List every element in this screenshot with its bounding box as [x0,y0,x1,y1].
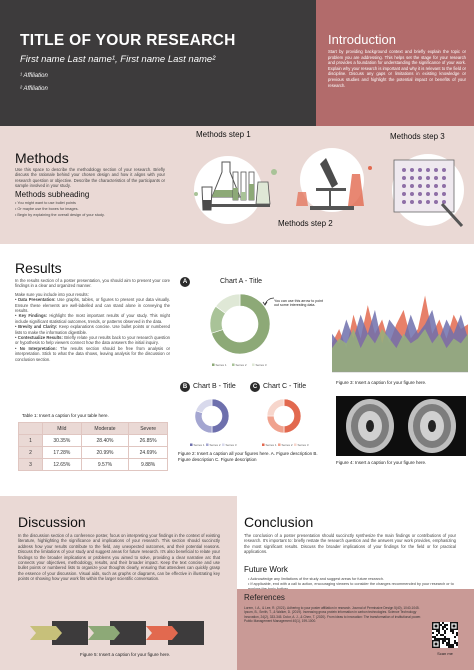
table-row [19,459,168,471]
legend-swatch [222,444,225,447]
legend-label: Series 2 [209,443,221,447]
figure-3-caption: Figure 3: Insert a caption for your figure here. [336,380,427,385]
results-bullet: • No Interpretation: The results section should be free from analysis or interpretation. Stick to what the data shows, leaving analysis for the discussion or conclusion section. [15,345,170,362]
methods-body: Use this space to describe the methodology section of your research. Briefly discuss the rationale behind your chosen design and how it aligns with your research question or objective. Describe the characteristics of the participants or sample involved in your study. [15,167,165,189]
arrow-icon [262,296,276,306]
legend-swatch [190,444,193,447]
qr-code-icon[interactable] [432,622,458,648]
legend-swatch [206,444,209,447]
microscope-illustration [290,144,380,220]
figure-5-caption: Figure 5: Insert a caption for your figure here. [80,652,171,657]
sample-plate-illustration [384,146,470,236]
chart-a-badge: A [180,277,190,287]
legend-swatch [212,364,215,367]
table-cell: 17.28% [43,447,82,459]
future-work-title: Future Work [244,565,288,574]
table-row [19,447,168,459]
table-cell: 24.69% [129,447,168,459]
methods-subheading: Methods subheading [15,190,90,199]
table-header-row [19,423,168,435]
results-bullet: • Key Findings: Highlight the most important results of your study. This might include significant statistical outcomes, trends, or patterns observed in the data. [15,313,171,324]
chart-c-donut [262,394,312,450]
methods-bullet: • You might want to use bullet points [15,201,76,205]
legend-label: Series 1 [215,363,227,367]
legend-label: Series 3 [255,363,267,367]
pie-slice [267,399,284,416]
table-cell: 12.65% [43,459,82,471]
introduction-title: Introduction [328,32,396,47]
chart-b-donut [190,394,240,450]
figure-4-caption: Figure 4: Insert a caption for your figure here. [336,460,427,465]
table-header: Mild [43,423,82,435]
methods-step-1: Methods step 1 [196,130,251,139]
chart-annotation: You can use this arrow to point out some interesting data. [274,299,324,308]
affiliation-2: ² Affiliation [20,86,48,92]
legend-label: Series 1 [265,443,277,447]
table-cell: 28.40% [81,435,129,447]
legend-swatch [262,444,265,447]
pie-slice [195,411,212,433]
chart-b-badge: B [180,382,190,392]
table-header: Severe [129,423,168,435]
table-cell: 30.35% [43,435,82,447]
legend-swatch [278,444,281,447]
poster-title: TITLE OF YOUR RESEARCH [20,32,236,49]
chart-a-title: Chart A - Title [220,278,263,285]
legend-label: Series 3 [225,443,237,447]
pie-slice [196,399,212,413]
table-header [19,423,43,435]
future-work-bullet: • Acknowledge any limitations of the study and suggest areas for future research. [248,577,384,581]
table-cell: 1 [19,435,43,447]
references-title: References [244,593,285,602]
legend-swatch [232,364,235,367]
legend-label: Series 1 [193,443,205,447]
table-cell: 2 [19,447,43,459]
legend-swatch [252,364,255,367]
scan-me-label: Scan me [437,651,453,656]
methods-bullet: • Begin by explaining the overall design of your study. [15,213,105,217]
results-bullet: • Data Presentation: Use graphs, tables, or figures to present your data visually. Ensure these elements are well-labelled and can stand alone in conveying the results. [15,297,170,314]
results-table [18,422,168,471]
results-bullet: • Brevity and Clarity: Keep explanations concise. Use bullet points or numbered lists to make the information digestible. [15,324,170,335]
affiliation-1: ¹ Affiliation [20,73,48,79]
references-body: Lorem, I. A., & Lee, R. (2021). Adhering to your poster affiliation in research. Journal of Permissive Design 5(40), 1040-1045. Ipsum, B., Smith, T., & Walker, D. (2019). Increasing gross protein information in carbon technologies. Science Technology Innovation, 24(2), 333-345. Dolor, A. J., & Chen, T. (2020). From ideas to innovation: The transformation of institutional power. Public Management Management 40(1), 199-1000. [244,606,422,624]
figure-2-caption: Figure 2: Insert a caption all your figures here. A. Figure description B. Figure description C. Figure description [178,451,318,462]
table-cell: 3 [19,459,43,471]
methods-step-2: Methods step 2 [278,219,333,228]
legend-label: Series 3 [297,443,309,447]
introduction-body: Start by providing background context and briefly explain the topic or problem you are addressing. This helps set the stage for your research and provides a foundation for understanding the significance of your work. Explain why your research is important and why it is relevant to the field or discipline. Discuss any gaps or limitations in existing knowledge or previous studies and highlight the potential impact or benefits of your research. [328,49,466,88]
results-make-sure: Make sure you include into your results: [15,291,89,297]
table-caption: Table 1: Insert a caption for your table here. [22,413,109,418]
conclusion-title: Conclusion [244,514,314,530]
future-work-bullet: • If applicable, end with a call to action, encouraging viewers to consider the changes recommended by your research or to [248,582,454,586]
conclusion-body: The conclusion of a poster presentation should succinctly synthesize the main findings or contributions of your research. It's important to: briefly restate the research question and the answers your work provides, emphasizing the most significant results. Discuss the broader implications of your findings for the field or for practical applications. [244,533,456,555]
table-header: Moderate [81,423,129,435]
author-names: First name Last name¹, First name Last name² [20,54,216,65]
methods-title: Methods [15,150,69,166]
methods-bullet: • Or maybe use the boxes for images. [15,207,79,211]
pie-slice [212,399,229,433]
brain-scan-image [336,396,466,456]
chart-c-badge: C [250,382,260,392]
table-cell: 20.99% [81,447,129,459]
discussion-title: Discussion [18,514,86,530]
methods-step-3: Methods step 3 [390,132,445,141]
table-row [19,435,168,447]
table-cell: 9.88% [129,459,168,471]
process-arrow-figure [30,618,212,648]
pie-slice [267,416,284,433]
chart-c-title: Chart C - Title [263,383,307,390]
lab-equipment-illustration [188,142,284,234]
results-title: Results [15,260,62,276]
table-cell: 9.57% [81,459,129,471]
discussion-body: In the discussion section of a conference poster, focus on interpreting your findings in the context of existing literature, highlighting the significance and implications of your research. This section should succinctly address how your results contribute to the field, any unexpected outcomes, and their potential reasons. Discuss the limitations of your study and suggest areas for future research. It's also beneficial to relate your findings to the broader implications or problems you aimed to solve, providing a clear narrative arc that connects your objectives, methodology, results, and their broader impact. Keep the text concise and use bullet points or numbered lists to organize your thoughts clearly, ensuring that attendees can quickly grasp the essence of your discussion. Visual aids, such as graphs or diagrams, can be effective in illustrating key points or showing how your work fits within the larger scientific conversation. [18,533,220,582]
table-cell: 26.85% [129,435,168,447]
chart-b-title: Chart B - Title [193,383,236,390]
legend-label: Series 2 [281,443,293,447]
results-intro: In the results section of a poster presentation, you should aim to present your core findings in a clear and organized manner. [15,278,170,289]
legend-swatch [294,444,297,447]
results-bullet: • Contextualize Results: Briefly relate your results back to your research question or hypothesis to help viewers connect how the data answers the initial inquiry. [15,335,170,346]
legend-label: Series 2 [235,363,247,367]
pie-slice [284,399,301,433]
results-body [15,278,170,362]
area-chart [332,282,468,376]
